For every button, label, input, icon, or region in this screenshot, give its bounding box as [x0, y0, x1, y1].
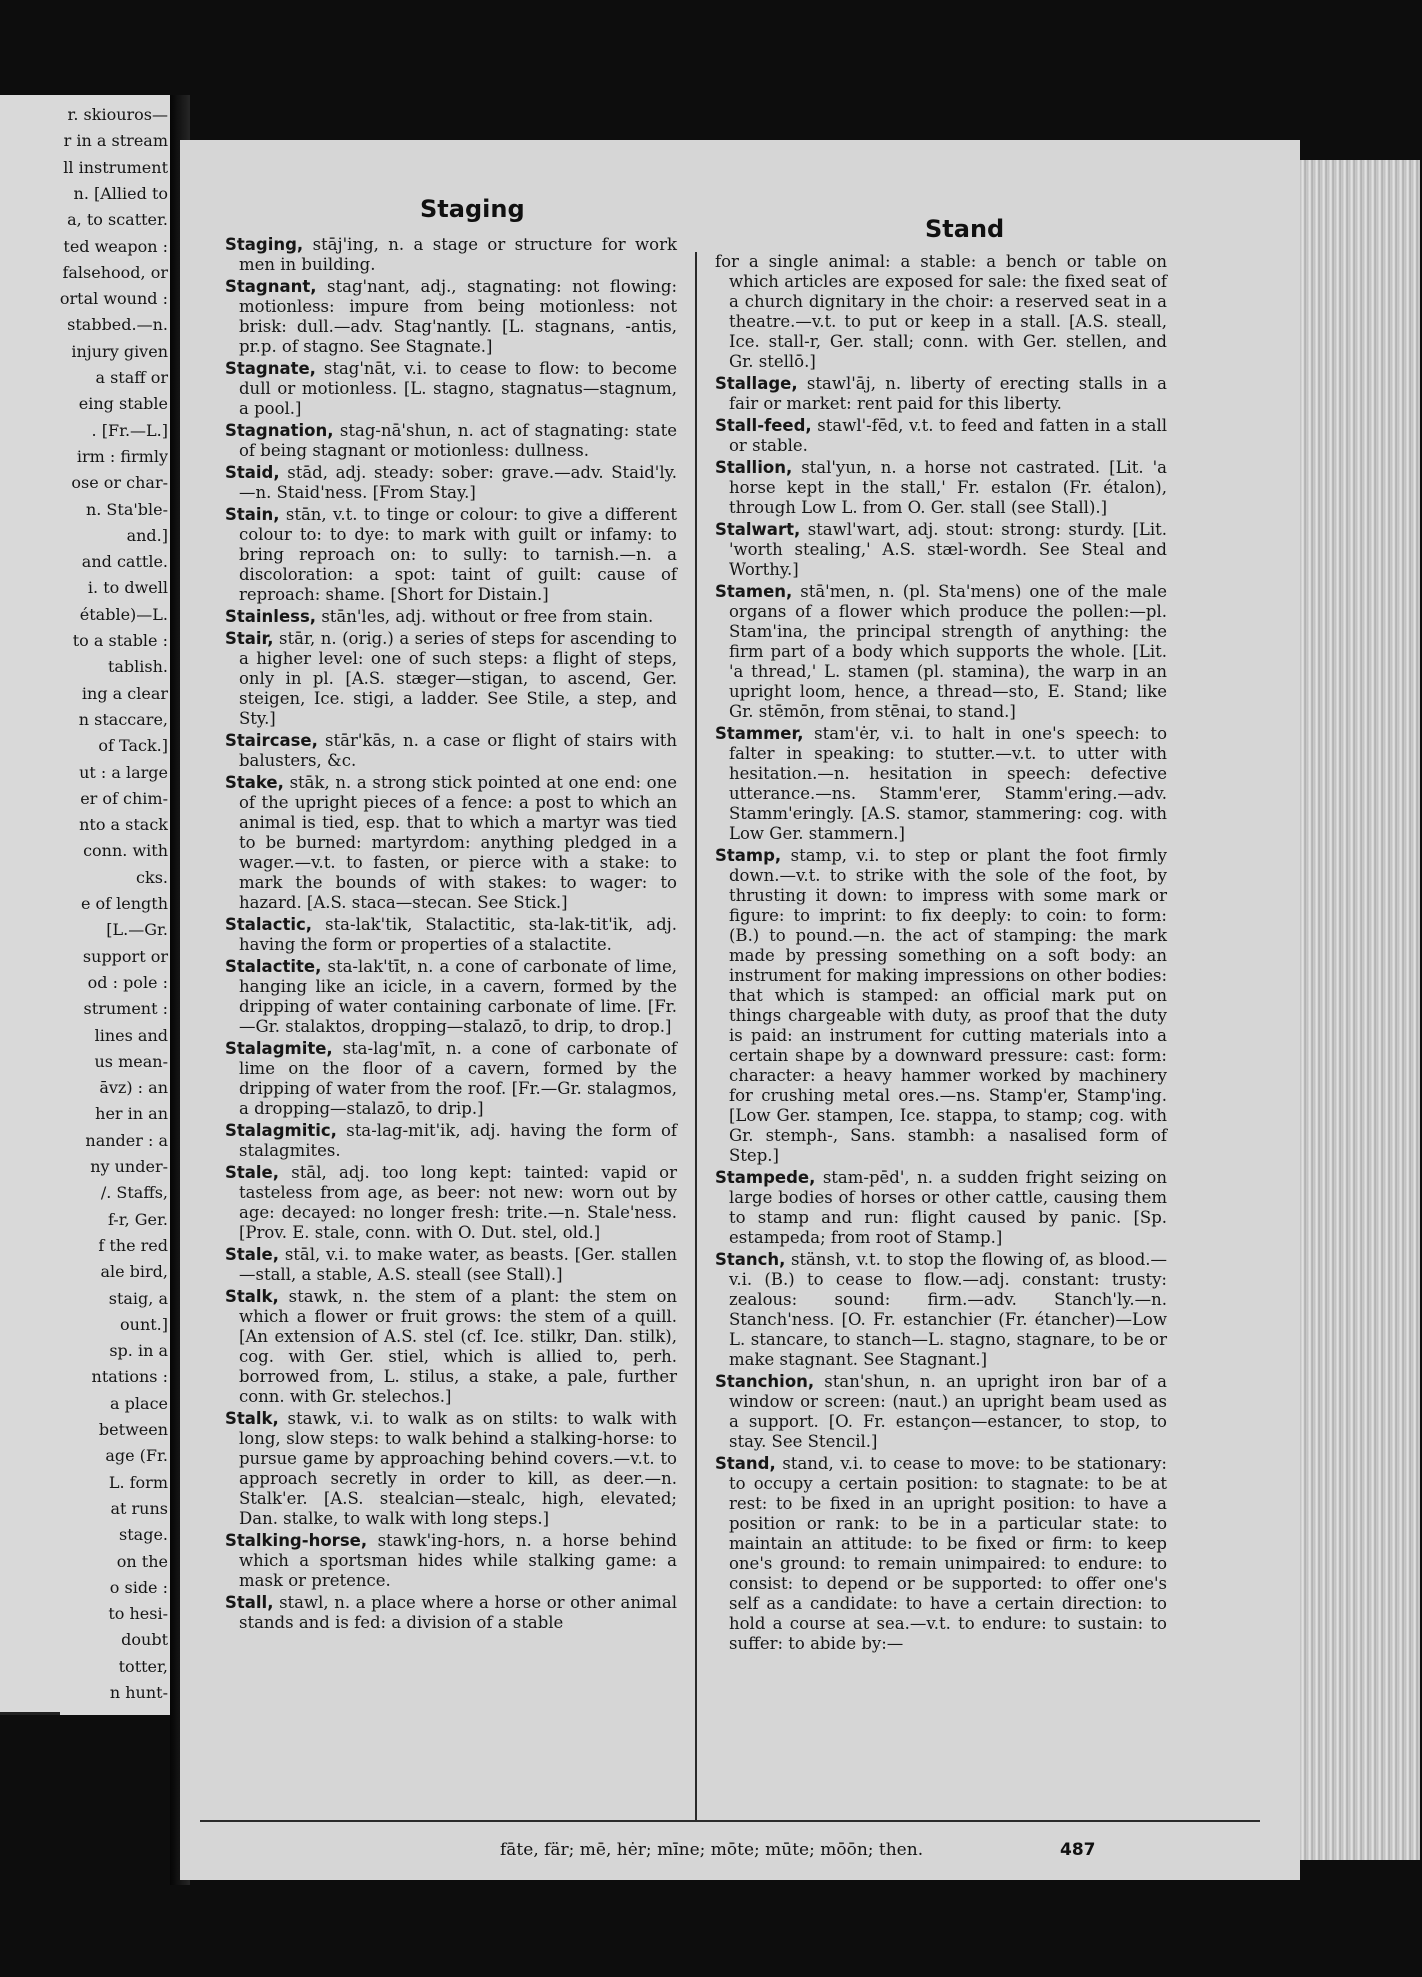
left-page-line: injury given — [71, 341, 168, 361]
left-page-line: sp. in a — [109, 1341, 168, 1361]
dictionary-entry — [225, 731, 677, 771]
entry-definition: stāl, adj. too long kept: tainted: vapid or tasteless from age, as beer: not new: worn out by age: decayed: no longer fresh: trite.—n. Stale'ness. [Prov. E. stale, conn. with O. Dut. stel, old.] — [239, 1163, 677, 1242]
running-header-right: Stand — [925, 215, 1005, 243]
entry-definition: stār'kās, n. a case or flight of stairs with balusters, &c. — [239, 731, 677, 770]
dictionary-entry — [715, 1454, 1167, 1654]
left-page-line: f the red — [98, 1235, 168, 1255]
entry-headword: Stallion, — [715, 458, 793, 477]
dictionary-entry — [715, 374, 1167, 414]
entry-definition: stār, n. (orig.) a series of steps for ascending to a higher level: one of such steps: a flight of steps, only in pl. [A.S. stæger—stigan, to ascend, Ger. steigen, Ice. stigi, a ladder. See Stile, a step, and Sty.] — [239, 629, 677, 728]
dictionary-entry — [715, 1250, 1167, 1370]
dictionary-page — [180, 140, 1300, 1880]
dictionary-entry — [715, 582, 1167, 722]
entry-definition: stawl, n. a place where a horse or other animal stands and is fed: a division of a stable — [239, 1593, 678, 1632]
entry-definition: stād, adj. steady: sober: grave.—adv. Staid'ly.—n. Staid'ness. [From Stay.] — [239, 463, 677, 502]
dictionary-entry — [225, 1121, 677, 1161]
left-page-line: ount.] — [120, 1314, 168, 1334]
dictionary-entry — [715, 1372, 1167, 1452]
dictionary-entry — [225, 773, 677, 913]
entry-headword: Stall, — [225, 1593, 274, 1612]
entry-definition: stān, v.t. to tinge or colour: to give a different colour to: to dye: to mark with guilt or infamy: to bring reproach on: to sully: to tarnish.—n. a discoloration: a spot: taint of guilt: cause of reproach: shame. [Short for Distain.] — [239, 505, 678, 604]
entry-definition: stan'shun, n. an upright iron bar of a window or screen: (naut.) an upright beam used as a support. [O. Fr. estançon—estancer, to stop, to stay. See Stencil.] — [729, 1372, 1167, 1451]
entry-headword: Stagnate, — [225, 359, 316, 378]
entry-headword: Stalk, — [225, 1409, 279, 1428]
left-page-line: āvz) : an — [99, 1078, 168, 1098]
entry-definition: sta-lak'tik, Stalactitic, sta-lak-tit'ik, adj. having the form or properties of a stalactite. — [239, 915, 677, 954]
left-page-line: . [Fr.—L.] — [91, 420, 168, 440]
entry-definition: stänsh, v.t. to stop the flowing of, as blood.—v.i. (B.) to cease to flow.—adj. constant: trusty: zealous: sound: firm.—adv. Stanch'ly.—n. Stanch'ness. [O. Fr. estanchier (Fr. étancher)—Low L. stancare, to stanch—L. stagno, stagnare, to be or make stagnant. See Stagnant.] — [729, 1250, 1167, 1369]
left-page-line: n. [Allied to — [73, 183, 168, 203]
left-page-line: falsehood, or — [62, 262, 168, 282]
left-page-line: n hunt- — [109, 1683, 168, 1702]
entry-definition: stāl, v.i. to make water, as beasts. [Ger. stallen—stall, a stable, A.S. steall (see Stall).] — [239, 1245, 677, 1284]
entry-definition: stāj'ing, n. a stage or structure for work men in building. — [239, 235, 677, 274]
running-header-left: Staging — [420, 195, 525, 223]
entry-headword: Stagnation, — [225, 421, 334, 440]
left-page-line: to a stable : — [72, 631, 168, 650]
entry-headword: Stalactite, — [225, 957, 322, 976]
left-page-line: stabbed.—n. — [67, 315, 168, 335]
entry-headword: Stagnant, — [225, 277, 317, 296]
left-page-line: ing a clear — [81, 683, 168, 703]
left-page-line: lines and — [94, 1025, 168, 1045]
left-page-line: n staccare, — [78, 709, 168, 729]
dictionary-entry — [225, 277, 677, 357]
entry-definition: stān'les, adj. without or free from stain. — [321, 607, 654, 626]
entry-headword: Stalactic, — [225, 915, 313, 934]
entry-definition: stag'nant, adj., stagnating: not flowing: motionless: impure from being motionless: not brisk: dull.—adv. Stag'nantly. [L. stagnans, -antis, pr.p. of stagno. See Stagnate.] — [239, 277, 677, 356]
left-page-line: étable)—L. — [79, 604, 168, 624]
entry-headword: Stale, — [225, 1163, 280, 1182]
left-page-line: ale bird, — [100, 1262, 168, 1282]
entry-headword: Stallage, — [715, 374, 798, 393]
left-column — [225, 235, 677, 1635]
entry-definition: stamp, v.i. to step or plant the foot firmly down.—v.t. to strike with the sole of the foot, by thrusting it down: to impress with some mark or figure: to imprint: to fix deeply: to coin: to form: (B.) to pound.—n. the act of stamping: the mark made by pressing something on a soft body: an instrument for making impressions on other bodies: that which is stamped: an official mark put on things chargeable with duty, as proof that the duty is paid: an instrument for cutting materials into a certain shape by a downward pressure: cast: form: character: a heavy hammer worked by machinery for crushing metal ores.—ns. Stamp'er, Stamp'ing. [Low Ger. stampen, Ice. stappa, to stamp; cog. with Gr. stemph-, Sans. stambh: a nasalised form of Step.] — [729, 846, 1167, 1165]
entry-definition: sta-lak'tīt, n. a cone of carbonate of lime, hanging like an icicle, in a cavern, formed by the dripping of water containing carbonate of lime. [Fr.—Gr. stalaktos, dropping—stalazō, to drip, to drop.] — [239, 957, 678, 1036]
dictionary-entry — [715, 1168, 1167, 1248]
entry-headword: Stalk, — [225, 1287, 279, 1306]
entry-headword: Stamen, — [715, 582, 793, 601]
entry-definition: stawl'wart, adj. stout: strong: sturdy. [Lit. 'worth stealing,' A.S. stæl-wordh. See Steal and Worthy.] — [729, 520, 1167, 579]
entry-headword: Stanch, — [715, 1250, 786, 1269]
entry-definition: stand, v.i. to cease to move: to be stationary: to occupy a certain position: to stagnate: to be at rest: to be fixed in an upright position: to have a position or rank: to be in a particular state: to maintain an attitude: to be fixed or firm: to keep one's ground: to remain unimpaired: to endure: to consist: to depend or be supported: to offer one's self as a candidate: to have a certain direction: to hold a course at sea.—v.t. to endure: to sustain: to suffer: to abide by:— — [729, 1454, 1167, 1653]
dictionary-entry — [715, 846, 1167, 1166]
left-page-line: ut : a large — [79, 762, 168, 782]
entry-definition: for a single animal: a stable: a bench or table on which articles are exposed for sale: the fixed seat of a church dignitary in the choir: a reserved seat in a theatre.—v.t. to put or keep in a stall. [A.S. steall, Ice. stall-r, Ger. stall; conn. with Ger. stellen, and Gr. stellō.] — [715, 252, 1167, 371]
left-page-line: on the — [116, 1551, 168, 1571]
left-page-line: f-r, Ger. — [107, 1209, 168, 1229]
entry-definition: stawl'-fēd, v.t. to feed and fatten in a stall or stable. — [729, 416, 1167, 455]
entry-headword: Stake, — [225, 773, 284, 792]
entry-headword: Stampede, — [715, 1168, 816, 1187]
dictionary-entry — [715, 416, 1167, 456]
entry-headword: Stale, — [225, 1245, 280, 1264]
entry-headword: Stalagmitic, — [225, 1121, 337, 1140]
dictionary-entry — [225, 629, 677, 729]
dictionary-entry — [225, 915, 677, 955]
page-edges — [1300, 160, 1420, 1860]
left-page-line: to hesi- — [108, 1604, 168, 1624]
left-page-line: a staff or — [95, 368, 168, 387]
left-page-line: e of length — [80, 894, 168, 913]
left-page-line: cks. — [136, 867, 168, 887]
entry-headword: Staging, — [225, 235, 304, 254]
entry-headword: Stalwart, — [715, 520, 801, 539]
left-page-line: a place — [110, 1393, 168, 1413]
entry-headword: Staid, — [225, 463, 280, 482]
footer-rule — [200, 1820, 1260, 1822]
entry-headword: Stain, — [225, 505, 280, 524]
entry-definition: stag'nāt, v.i. to cease to flow: to become dull or motionless. [L. stagno, stagnatus—stagnum, a pool.] — [239, 359, 677, 418]
left-page-line: her in an — [95, 1104, 168, 1124]
left-page-line: and cattle. — [81, 552, 168, 572]
left-page-line: eing stable — [78, 394, 168, 414]
dictionary-entry — [225, 359, 677, 419]
left-page-line: i. to dwell — [87, 578, 168, 598]
pronunciation-key: fāte, fär; mē, hėr; mīne; mōte; mūte; mōōn; then. — [500, 1840, 924, 1860]
page-number: 487 — [1060, 1840, 1096, 1860]
left-page-line: a, to scatter. — [67, 210, 168, 230]
dictionary-entry — [225, 1593, 677, 1633]
left-page-line: of Tack.] — [98, 736, 168, 756]
dictionary-entry — [225, 1409, 677, 1529]
left-page-line: L. form — [108, 1472, 168, 1492]
entry-definition: stāk, n. a strong stick pointed at one end: one of the upright pieces of a fence: a post to which an animal is tied, esp. that to which a martyr was tied to be burned: martyrdom: anything pledged in a wager.—v.t. to fasten, or pierce with a stake: to mark the bounds of with stakes: to wager: to hazard. [A.S. staca—stecan. See Stick.] — [239, 773, 677, 912]
dictionary-entry — [715, 520, 1167, 580]
entry-definition: stag-nā'shun, n. act of stagnating: state of being stagnant or motionless: dullness. — [239, 421, 677, 460]
entry-definition: sta-lag'mīt, n. a cone of carbonate of lime on the floor of a cavern, formed by the dripping of water from the roof. [Fr.—Gr. stalagmos, a dropping—stalazō, to drip.] — [239, 1039, 677, 1118]
left-page-line: ted weapon : — [63, 236, 168, 256]
entry-headword: Stamp, — [715, 846, 782, 865]
left-page-line: ortal wound : — [59, 289, 168, 309]
left-page-line: at runs — [110, 1498, 168, 1518]
entry-definition: sta-lag-mit'ik, adj. having the form of stalagmites. — [239, 1121, 677, 1160]
dictionary-entry — [225, 1039, 677, 1119]
left-page-line: us mean- — [94, 1051, 168, 1071]
entry-headword: Stall-feed, — [715, 416, 812, 435]
entry-definition: stawk, v.i. to walk as on stilts: to walk with long, slow steps: to walk behind a stalking-horse: to pursue game by approaching behind covers.—v.t. to approach secretly in order to kill, as deer.—n. Stalk'er. [A.S. stealcian—stealc, high, elevated; Dan. stalke, to walk with long steps.] — [239, 1409, 677, 1528]
entry-definition: stam-pēd', n. a sudden fright seizing on large bodies of horses or other cattle, causing them to stamp and run: flight caused by panic. [Sp. estampeda; from root of Stamp.] — [729, 1168, 1167, 1247]
left-page-line: n. Sta'ble- — [85, 499, 168, 519]
entry-headword: Staircase, — [225, 731, 318, 750]
entry-headword: Stanchion, — [715, 1372, 815, 1391]
left-page-line: ll instrument — [63, 157, 168, 177]
dictionary-entry — [225, 1287, 677, 1407]
dictionary-entry — [225, 1531, 677, 1591]
right-column — [715, 252, 1167, 1656]
left-page-line: r in a stream — [63, 131, 168, 151]
entry-definition: stā'men, n. (pl. Sta'mens) one of the male organs of a flower which produce the pollen:—pl. Stam'ina, the principal strength of anything: the firm part of a body which supports the whole. [Lit. 'a thread,' L. stamen (pl. stamina), the warp in an upright loom, hence, a thread—sto, E. Stand; like Gr. stēmōn, from stēnai, to stand.] — [729, 582, 1167, 721]
left-page-line: conn. with — [83, 841, 168, 861]
entry-definition: stawk, n. the stem of a plant: the stem on which a flower or fruit grows: the stem of a quill. [An extension of A.S. stel (cf. Ice. stilkr, Dan. stilk), cog. with Ger. stiel, which is allied to, perh. borrowed from, L. stilus, a stake, a pale, further conn. with Gr. stelechos.] — [239, 1287, 678, 1406]
dictionary-entry — [225, 607, 677, 627]
entry-headword: Stand, — [715, 1454, 776, 1473]
dictionary-entry — [225, 1245, 677, 1285]
left-page-line: /. Staffs, — [100, 1183, 168, 1203]
left-page-line: staig, a — [108, 1288, 168, 1308]
left-page-fragment — [0, 95, 172, 1715]
left-page-line: and.] — [126, 525, 168, 545]
entry-headword: Stair, — [225, 629, 274, 648]
dictionary-entry — [225, 235, 677, 275]
left-page-line: r. skiouros— — [67, 105, 168, 124]
left-page-line: od : pole : — [87, 972, 168, 992]
left-page-line: stage. — [119, 1525, 168, 1545]
entry-headword: Stammer, — [715, 724, 804, 743]
left-page-line: ntations : — [91, 1367, 168, 1387]
left-page-line: between — [98, 1420, 168, 1439]
left-page-line: support or — [82, 946, 168, 966]
left-page-line: nander : a — [85, 1130, 168, 1150]
dictionary-entry — [225, 957, 677, 1037]
left-page-line: tablish. — [107, 657, 168, 677]
dictionary-entry — [225, 1163, 677, 1243]
left-page-line: ny under- — [90, 1157, 168, 1176]
left-page-line: doubt — [121, 1630, 168, 1650]
entry-headword: Stalagmite, — [225, 1039, 333, 1058]
dictionary-entry — [715, 252, 1167, 372]
left-page-line: [L.—Gr. — [106, 920, 168, 940]
left-page-line: strument : — [83, 999, 168, 1019]
entry-definition: stam'ėr, v.i. to halt in one's speech: to falter in speaking: to stutter.—v.t. to utter with hesitation.—n. hesitation in speech: defective utterance.—ns. Stamm'erer, Stamm'ering.—adv. Stamm'eringly. [A.S. stamor, stammering: cog. with Low Ger. stammern.] — [729, 724, 1167, 843]
column-divider — [695, 252, 697, 1822]
dictionary-entry — [715, 458, 1167, 518]
left-page-line: age (Fr. — [105, 1446, 168, 1466]
dictionary-entry — [715, 724, 1167, 844]
left-page-line: nto a stack — [79, 815, 168, 835]
entry-definition: stawl'āj, n. liberty of erecting stalls in a fair or market: rent paid for this liberty. — [729, 374, 1167, 413]
left-page-line: ose or char- — [71, 473, 168, 493]
entry-headword: Stainless, — [225, 607, 317, 626]
entry-definition: stawk'ing-hors, n. a horse behind which a sportsman hides while stalking game: a mask or pretence. — [239, 1531, 677, 1590]
left-page-line: totter, — [118, 1656, 168, 1676]
entry-headword: Stalking-horse, — [225, 1531, 368, 1550]
dictionary-entry — [225, 505, 677, 605]
left-page-line: o side : — [109, 1577, 168, 1597]
left-page-rule — [0, 1712, 60, 1715]
dictionary-entry — [225, 421, 677, 461]
entry-definition: stal'yun, n. a horse not castrated. [Lit. 'a horse kept in the stall,' Fr. estalon (Fr. étalon), through Low L. from O. Ger. stall (see Stall).] — [729, 458, 1167, 517]
left-page-line: irm : firmly — [76, 446, 168, 466]
dictionary-entry — [225, 463, 677, 503]
left-page-line: er of chim- — [80, 788, 168, 808]
